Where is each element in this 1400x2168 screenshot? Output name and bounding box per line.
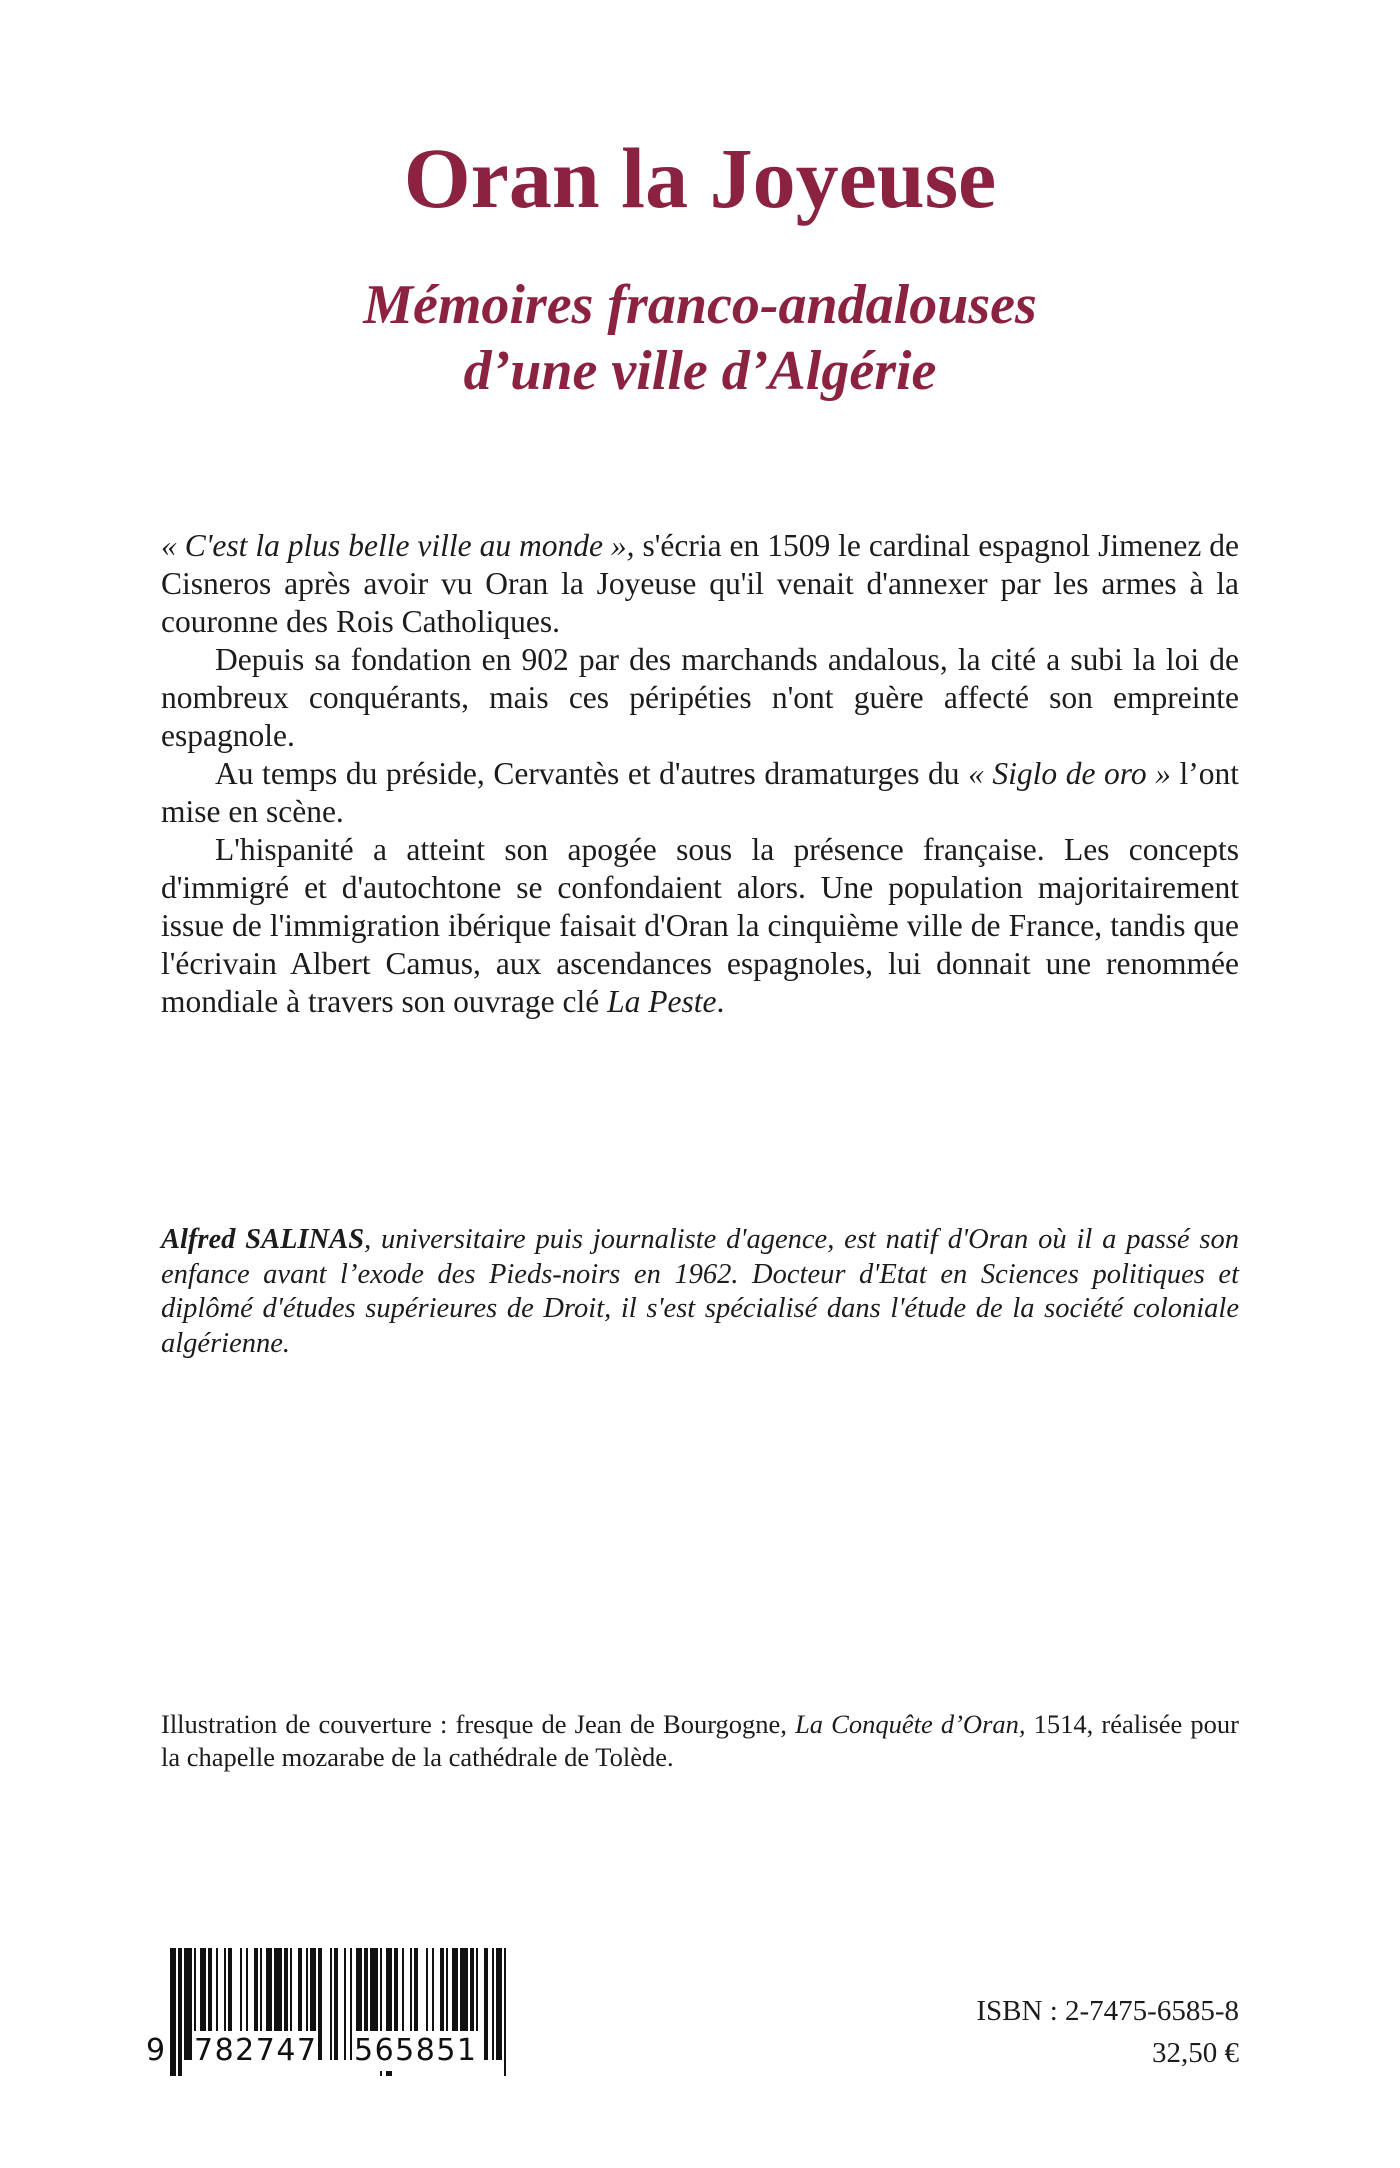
blurb-paragraph-3: Au temps du préside, Cervantès et d'autres dramaturges du « Siglo de oro » l’ont mise en scène.: [161, 756, 1239, 829]
author-bio: Alfred SALINAS, universitaire puis journaliste d'agence, est natif d'Oran où il a passé son enfance avant l’exode des Pieds-noirs en 1962. Docteur d'Etat en Sciences politiques et diplômé d'études supérieures de Droit, il s'est spécialisé dans l'étude de la société coloniale algérienne.: [161, 1224, 1239, 1359]
artwork-title: La Conquête d’Oran,: [795, 1709, 1026, 1739]
barcode-group-2: 565851: [354, 2031, 478, 2071]
siglo-de-oro-quote: « Siglo de oro »: [968, 756, 1171, 791]
isbn: ISBN : 2-7475-6585-8: [976, 1995, 1239, 2027]
blurb-paragraph-2: Depuis sa fondation en 902 par des marchands andalous, la cité a subi la loi de nombreux conquérants, mais ces péripéties n'ont guère affecté son empreinte espagnole.: [161, 642, 1239, 753]
cisneros-quote: « C'est la plus belle ville au monde »,: [161, 528, 635, 563]
subtitle-line-1: Mémoires franco-andalouses: [363, 274, 1037, 336]
book-subtitle: [0, 272, 1400, 404]
blurb: [161, 527, 1239, 1021]
barcode-digits: [146, 2031, 508, 2071]
barcode-first-digit: 9: [146, 2031, 167, 2071]
book-title: Oran la Joyeuse: [403, 130, 997, 226]
price: 32,50 €: [1152, 2037, 1239, 2069]
blurb-paragraph-4: L'hispanité a atteint son apogée sous la présence française. Les concepts d'immigré et d'autochtone se confondaient alors. Une population majoritairement issue de l'immigration ibérique faisait d'Oran la cinquième ville de France, tandis que l'écrivain Albert Camus, aux ascendances espagnoles, lui donnait une renommée mondiale à travers son ouvrage clé La Peste.: [161, 832, 1239, 1019]
subtitle-line-2: d’une ville d’Algérie: [463, 340, 937, 402]
blurb-paragraph-1: « C'est la plus belle ville au monde », s'écria en 1509 le cardinal espagnol Jimenez de Cisneros après avoir vu Oran la Joyeuse qu'il venait d'annexer par les armes à la couronne des Rois Catholiques.: [161, 528, 1239, 639]
cover-illustration-credit: Illustration de couverture : fresque de Jean de Bourgogne, La Conquête d’Oran, 1514, réalisée pour la chapelle mozarabe de la cathédrale de Tolède.: [161, 1709, 1239, 1772]
barcode-group-1: 782747: [194, 2031, 318, 2071]
la-peste-title: La Peste: [607, 984, 717, 1019]
author-name: Alfred SALINAS: [161, 1224, 365, 1255]
